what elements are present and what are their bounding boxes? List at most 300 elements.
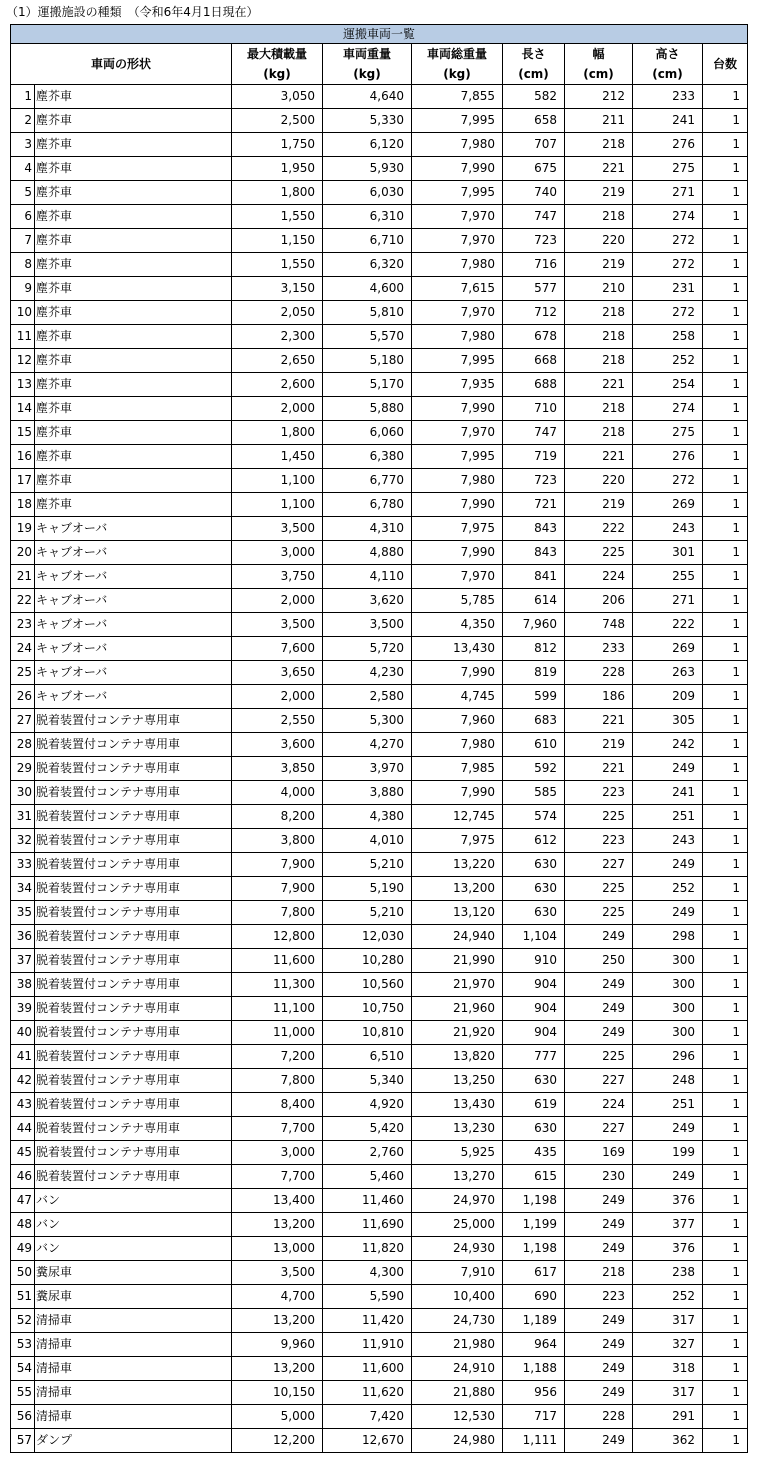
cell-vehicle-weight: 2,580 [323,685,412,709]
cell-row-number: 23 [11,613,35,637]
cell-gross-weight: 7,980 [412,469,503,493]
cell-vehicle-weight: 10,750 [323,997,412,1021]
cell-vehicle-weight: 4,300 [323,1261,412,1285]
cell-width: 249 [565,1309,633,1333]
cell-max-load: 7,800 [232,901,323,925]
cell-gross-weight: 7,990 [412,661,503,685]
cell-max-load: 2,650 [232,349,323,373]
cell-max-load: 11,100 [232,997,323,1021]
cell-row-number: 5 [11,181,35,205]
cell-count: 1 [703,349,748,373]
cell-max-load: 2,000 [232,685,323,709]
cell-max-load: 3,500 [232,517,323,541]
cell-height: 291 [633,1405,703,1429]
cell-gross-weight: 7,970 [412,205,503,229]
cell-vehicle-shape: 脱着装置付コンテナ専用車 [35,1069,232,1093]
cell-width: 224 [565,565,633,589]
cell-row-number: 15 [11,421,35,445]
page-caption: （1）運搬施設の種類 （令和6年4月1日現在） [6,5,259,19]
cell-height: 252 [633,877,703,901]
cell-width: 249 [565,1021,633,1045]
cell-count: 1 [703,301,748,325]
cell-height: 276 [633,445,703,469]
cell-vehicle-weight: 3,880 [323,781,412,805]
cell-vehicle-shape: 塵芥車 [35,469,232,493]
cell-vehicle-weight: 5,880 [323,397,412,421]
table-row [11,685,748,709]
cell-vehicle-shape: 脱着装置付コンテナ専用車 [35,1117,232,1141]
cell-row-number: 13 [11,373,35,397]
cell-row-number: 8 [11,253,35,277]
cell-gross-weight: 21,990 [412,949,503,973]
cell-gross-weight: 7,990 [412,541,503,565]
unit-width: (cm) [565,64,633,85]
cell-row-number: 49 [11,1237,35,1261]
cell-width: 212 [565,85,633,109]
cell-vehicle-weight: 10,810 [323,1021,412,1045]
cell-width: 218 [565,301,633,325]
cell-vehicle-shape: 塵芥車 [35,493,232,517]
cell-width: 206 [565,589,633,613]
cell-length: 740 [503,181,565,205]
cell-count: 1 [703,205,748,229]
cell-height: 249 [633,853,703,877]
cell-width: 218 [565,421,633,445]
cell-row-number: 10 [11,301,35,325]
cell-vehicle-shape: 脱着装置付コンテナ専用車 [35,1093,232,1117]
cell-length: 777 [503,1045,565,1069]
cell-vehicle-shape: バン [35,1213,232,1237]
cell-length: 592 [503,757,565,781]
cell-gross-weight: 7,990 [412,781,503,805]
cell-length: 904 [503,973,565,997]
cell-vehicle-shape: キャブオーバ [35,565,232,589]
cell-max-load: 7,700 [232,1117,323,1141]
cell-gross-weight: 7,970 [412,301,503,325]
cell-vehicle-shape: キャブオーバ [35,613,232,637]
table-row [11,1021,748,1045]
cell-length: 599 [503,685,565,709]
cell-max-load: 5,000 [232,1405,323,1429]
cell-gross-weight: 7,970 [412,421,503,445]
cell-vehicle-shape: 脱着装置付コンテナ専用車 [35,829,232,853]
cell-height: 258 [633,325,703,349]
cell-length: 1,111 [503,1429,565,1453]
cell-gross-weight: 7,855 [412,85,503,109]
table-row [11,133,748,157]
cell-length: 612 [503,829,565,853]
cell-height: 376 [633,1237,703,1261]
cell-width: 210 [565,277,633,301]
cell-length: 630 [503,901,565,925]
cell-count: 1 [703,613,748,637]
cell-row-number: 56 [11,1405,35,1429]
table-row [11,301,748,325]
cell-vehicle-weight: 11,820 [323,1237,412,1261]
unit-height: (cm) [633,64,703,85]
cell-count: 1 [703,445,748,469]
cell-row-number: 20 [11,541,35,565]
cell-count: 1 [703,373,748,397]
cell-max-load: 3,600 [232,733,323,757]
cell-height: 377 [633,1213,703,1237]
cell-width: 227 [565,1117,633,1141]
cell-width: 218 [565,325,633,349]
cell-vehicle-shape: ダンプ [35,1429,232,1453]
cell-gross-weight: 10,400 [412,1285,503,1309]
cell-max-load: 12,800 [232,925,323,949]
cell-width: 249 [565,1357,633,1381]
cell-row-number: 38 [11,973,35,997]
cell-vehicle-weight: 3,500 [323,613,412,637]
cell-vehicle-shape: 塵芥車 [35,397,232,421]
cell-vehicle-weight: 5,590 [323,1285,412,1309]
cell-vehicle-shape: 塵芥車 [35,421,232,445]
cell-max-load: 1,950 [232,157,323,181]
cell-length: 615 [503,1165,565,1189]
table-row [11,709,748,733]
cell-row-number: 53 [11,1333,35,1357]
table-row [11,205,748,229]
cell-length: 723 [503,469,565,493]
cell-gross-weight: 25,000 [412,1213,503,1237]
cell-vehicle-weight: 6,710 [323,229,412,253]
cell-gross-weight: 24,940 [412,925,503,949]
unit-max-load: (kg) [232,64,323,85]
cell-length: 716 [503,253,565,277]
cell-row-number: 11 [11,325,35,349]
cell-vehicle-shape: キャブオーバ [35,541,232,565]
cell-height: 305 [633,709,703,733]
cell-count: 1 [703,829,748,853]
cell-gross-weight: 4,745 [412,685,503,709]
cell-count: 1 [703,421,748,445]
cell-vehicle-shape: 脱着装置付コンテナ専用車 [35,1165,232,1189]
cell-vehicle-weight: 7,420 [323,1405,412,1429]
cell-gross-weight: 5,785 [412,589,503,613]
cell-gross-weight: 13,230 [412,1117,503,1141]
cell-gross-weight: 7,985 [412,757,503,781]
cell-row-number: 3 [11,133,35,157]
cell-vehicle-weight: 4,270 [323,733,412,757]
cell-width: 219 [565,181,633,205]
cell-count: 1 [703,997,748,1021]
table-row [11,877,748,901]
cell-height: 222 [633,613,703,637]
unit-gross-weight: (kg) [412,64,503,85]
cell-vehicle-weight: 6,320 [323,253,412,277]
cell-vehicle-weight: 6,310 [323,205,412,229]
cell-length: 630 [503,853,565,877]
table-row [11,1261,748,1285]
cell-count: 1 [703,397,748,421]
table-row [11,493,748,517]
table-body [11,85,748,1453]
cell-max-load: 1,100 [232,493,323,517]
cell-width: 211 [565,109,633,133]
cell-max-load: 13,200 [232,1357,323,1381]
cell-max-load: 13,000 [232,1237,323,1261]
cell-max-load: 3,750 [232,565,323,589]
cell-width: 227 [565,853,633,877]
cell-count: 1 [703,757,748,781]
cell-length: 1,198 [503,1237,565,1261]
cell-vehicle-weight: 5,210 [323,901,412,925]
cell-vehicle-shape: 脱着装置付コンテナ専用車 [35,925,232,949]
unit-weight: (kg) [323,64,412,85]
cell-width: 222 [565,517,633,541]
cell-max-load: 11,600 [232,949,323,973]
cell-vehicle-weight: 12,030 [323,925,412,949]
cell-vehicle-weight: 4,110 [323,565,412,589]
cell-length: 668 [503,349,565,373]
cell-vehicle-shape: 塵芥車 [35,229,232,253]
cell-max-load: 8,400 [232,1093,323,1117]
cell-row-number: 47 [11,1189,35,1213]
cell-vehicle-shape: 清掃車 [35,1405,232,1429]
cell-vehicle-weight: 5,300 [323,709,412,733]
cell-vehicle-weight: 6,780 [323,493,412,517]
cell-height: 251 [633,805,703,829]
cell-row-number: 29 [11,757,35,781]
cell-max-load: 2,050 [232,301,323,325]
cell-vehicle-weight: 5,340 [323,1069,412,1093]
cell-vehicle-shape: キャブオーバ [35,589,232,613]
table-row [11,517,748,541]
table-row [11,829,748,853]
table-row [11,1357,748,1381]
cell-count: 1 [703,637,748,661]
table-row [11,589,748,613]
cell-row-number: 57 [11,1429,35,1453]
cell-width: 223 [565,1285,633,1309]
cell-height: 271 [633,181,703,205]
cell-width: 221 [565,373,633,397]
cell-height: 272 [633,253,703,277]
cell-vehicle-weight: 5,810 [323,301,412,325]
cell-row-number: 39 [11,997,35,1021]
cell-vehicle-shape: バン [35,1237,232,1261]
cell-height: 272 [633,469,703,493]
cell-row-number: 45 [11,1141,35,1165]
table-row [11,997,748,1021]
cell-height: 274 [633,397,703,421]
cell-width: 225 [565,877,633,901]
cell-width: 186 [565,685,633,709]
cell-count: 1 [703,925,748,949]
cell-length: 707 [503,133,565,157]
cell-max-load: 2,300 [232,325,323,349]
cell-length: 1,189 [503,1309,565,1333]
cell-row-number: 30 [11,781,35,805]
cell-gross-weight: 7,995 [412,181,503,205]
cell-max-load: 8,200 [232,805,323,829]
cell-width: 221 [565,757,633,781]
cell-length: 617 [503,1261,565,1285]
cell-vehicle-shape: 塵芥車 [35,205,232,229]
cell-row-number: 21 [11,565,35,589]
cell-height: 300 [633,949,703,973]
cell-length: 688 [503,373,565,397]
cell-count: 1 [703,1117,748,1141]
cell-gross-weight: 7,990 [412,157,503,181]
cell-gross-weight: 13,250 [412,1069,503,1093]
table-row [11,1141,748,1165]
cell-width: 218 [565,1261,633,1285]
cell-height: 249 [633,1165,703,1189]
header-gross-weight: 車両総重量 [412,44,503,65]
cell-max-load: 1,450 [232,445,323,469]
cell-width: 249 [565,1213,633,1237]
cell-max-load: 11,300 [232,973,323,997]
cell-vehicle-shape: 脱着装置付コンテナ専用車 [35,973,232,997]
cell-length: 819 [503,661,565,685]
cell-row-number: 48 [11,1213,35,1237]
cell-gross-weight: 24,910 [412,1357,503,1381]
cell-height: 231 [633,277,703,301]
cell-count: 1 [703,565,748,589]
cell-width: 249 [565,997,633,1021]
cell-row-number: 6 [11,205,35,229]
cell-vehicle-shape: 脱着装置付コンテナ専用車 [35,949,232,973]
cell-gross-weight: 7,970 [412,229,503,253]
cell-vehicle-shape: 塵芥車 [35,445,232,469]
cell-max-load: 1,150 [232,229,323,253]
cell-width: 233 [565,637,633,661]
cell-row-number: 22 [11,589,35,613]
cell-height: 300 [633,1021,703,1045]
cell-vehicle-shape: 糞尿車 [35,1285,232,1309]
cell-count: 1 [703,1357,748,1381]
cell-width: 225 [565,1045,633,1069]
table-row [11,1189,748,1213]
cell-width: 218 [565,133,633,157]
cell-count: 1 [703,1237,748,1261]
cell-count: 1 [703,181,748,205]
table-row [11,1093,748,1117]
cell-row-number: 40 [11,1021,35,1045]
cell-length: 841 [503,565,565,589]
cell-gross-weight: 7,995 [412,349,503,373]
cell-height: 252 [633,1285,703,1309]
cell-max-load: 1,550 [232,205,323,229]
cell-vehicle-weight: 5,170 [323,373,412,397]
cell-gross-weight: 12,745 [412,805,503,829]
cell-row-number: 34 [11,877,35,901]
cell-length: 1,198 [503,1189,565,1213]
table-row [11,1381,748,1405]
cell-height: 249 [633,757,703,781]
cell-count: 1 [703,1405,748,1429]
cell-vehicle-weight: 4,310 [323,517,412,541]
cell-length: 7,960 [503,613,565,637]
cell-vehicle-shape: 塵芥車 [35,277,232,301]
cell-vehicle-shape: 脱着装置付コンテナ専用車 [35,781,232,805]
cell-height: 300 [633,973,703,997]
cell-row-number: 32 [11,829,35,853]
cell-vehicle-shape: 清掃車 [35,1309,232,1333]
cell-vehicle-shape: 脱着装置付コンテナ専用車 [35,853,232,877]
cell-row-number: 9 [11,277,35,301]
cell-row-number: 37 [11,949,35,973]
cell-gross-weight: 13,430 [412,637,503,661]
cell-vehicle-weight: 4,600 [323,277,412,301]
cell-length: 964 [503,1333,565,1357]
cell-gross-weight: 7,990 [412,493,503,517]
cell-count: 1 [703,733,748,757]
cell-vehicle-shape: 塵芥車 [35,301,232,325]
cell-width: 218 [565,349,633,373]
cell-vehicle-weight: 4,640 [323,85,412,109]
cell-vehicle-shape: 脱着装置付コンテナ専用車 [35,997,232,1021]
cell-length: 719 [503,445,565,469]
cell-max-load: 13,400 [232,1189,323,1213]
cell-gross-weight: 13,820 [412,1045,503,1069]
cell-gross-weight: 24,930 [412,1237,503,1261]
cell-length: 630 [503,1069,565,1093]
table-row [11,901,748,925]
cell-vehicle-shape: 塵芥車 [35,181,232,205]
header-width: 幅 [565,44,633,65]
cell-length: 675 [503,157,565,181]
cell-count: 1 [703,1285,748,1309]
cell-vehicle-shape: 塵芥車 [35,133,232,157]
cell-vehicle-weight: 11,910 [323,1333,412,1357]
cell-length: 904 [503,1021,565,1045]
cell-gross-weight: 21,960 [412,997,503,1021]
table-row [11,181,748,205]
cell-length: 843 [503,541,565,565]
cell-width: 249 [565,925,633,949]
header-shape: 車両の形状 [11,44,232,85]
table-row [11,1237,748,1261]
cell-row-number: 35 [11,901,35,925]
cell-vehicle-shape: 脱着装置付コンテナ専用車 [35,1021,232,1045]
cell-row-number: 33 [11,853,35,877]
cell-max-load: 7,200 [232,1045,323,1069]
cell-vehicle-shape: 脱着装置付コンテナ専用車 [35,1141,232,1165]
cell-height: 275 [633,157,703,181]
table-row [11,325,748,349]
cell-count: 1 [703,325,748,349]
cell-vehicle-weight: 4,920 [323,1093,412,1117]
cell-height: 272 [633,301,703,325]
cell-height: 298 [633,925,703,949]
cell-length: 712 [503,301,565,325]
cell-height: 271 [633,589,703,613]
cell-length: 1,104 [503,925,565,949]
cell-height: 255 [633,565,703,589]
cell-width: 227 [565,1069,633,1093]
cell-vehicle-shape: 脱着装置付コンテナ専用車 [35,877,232,901]
cell-length: 610 [503,733,565,757]
cell-max-load: 3,500 [232,613,323,637]
cell-width: 249 [565,1333,633,1357]
cell-height: 209 [633,685,703,709]
cell-length: 747 [503,421,565,445]
cell-vehicle-weight: 11,600 [323,1357,412,1381]
table-row [11,1333,748,1357]
cell-height: 269 [633,493,703,517]
cell-count: 1 [703,901,748,925]
cell-height: 249 [633,1117,703,1141]
cell-count: 1 [703,805,748,829]
header-weight: 車両重量 [323,44,412,65]
cell-count: 1 [703,109,748,133]
table-row [11,109,748,133]
cell-count: 1 [703,1021,748,1045]
cell-gross-weight: 7,975 [412,517,503,541]
